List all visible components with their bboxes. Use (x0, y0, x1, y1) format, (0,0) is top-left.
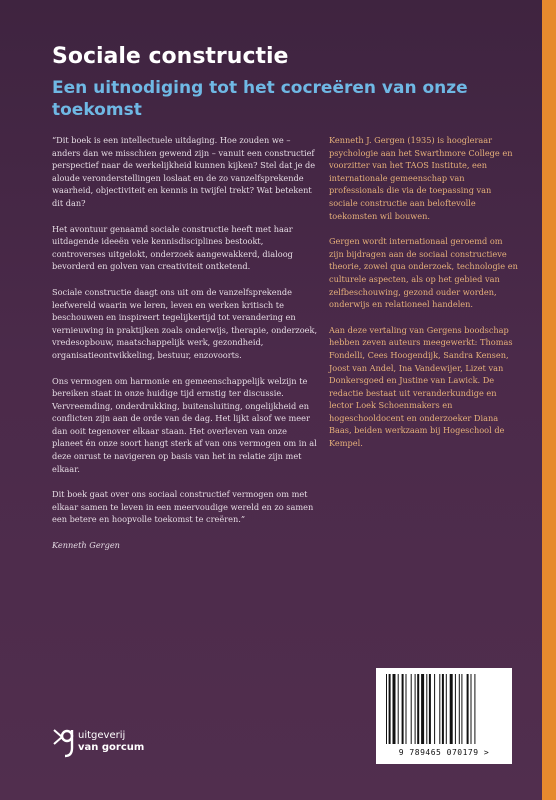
barcode-bar (434, 674, 435, 744)
barcode-bar (461, 674, 462, 744)
barcode-bar (471, 674, 472, 744)
barcode-bar (467, 674, 469, 744)
barcode-bar (426, 674, 427, 744)
bio-paragraph: Kenneth J. Gergen (1935) is hoogleraar psychologie aan het Swarthmore College en voorzitter van het TAOS Institute, een internationale gemeenschap van professionals die via de toepassing van sociale constructie aan beloftevolle toekomsten wil bouwen. (329, 135, 513, 221)
barcode-bar (450, 674, 453, 744)
barcode-bar (446, 674, 447, 744)
barcode-bar (393, 674, 396, 744)
barcode-bar (402, 674, 404, 744)
bio-paragraph: Aan deze vertaling van Gergens boodschap hebben zeven auteurs meegewerkt: Thomas Fondelli, Cees Hoogendijk, Sandra Kensen, Joost van Andel, Ina Vandewijer, Lizet van Donkersgoed en Justine van Lawick. De redactie bestaat uit veranderkundige en lector Loek Schoenmakers en hogeschooldocent en onderzoeker Diana Baas, beiden werkzaam bij Hogeschool de Kempel. (329, 324, 513, 449)
quote-signature: Kenneth Gergen (52, 540, 120, 551)
author-bio-column (329, 134, 519, 463)
barcode-bar (406, 674, 407, 744)
barcode-bar (459, 674, 460, 744)
blurb-paragraph: Sociale constructie daagt ons uit om de vanzelfsprekende leefwereld waarin we leren, leven en werken kritisch te beschouwen en inspireert tegelijkertijd tot verandering en vernieuwing in praktijken zoals onderwijs, therapie, onderzoek, vredesopbouw, maatschappelijk werk, gezondheid, organisatieontwikkeling, bestuur, enzovoorts. (52, 286, 318, 360)
barcode-bar (415, 674, 416, 744)
barcode-bar (439, 674, 440, 744)
barcode-bar (411, 674, 412, 744)
barcode-bar (442, 674, 444, 744)
isbn-number: 9 789465 070179 > (398, 748, 490, 757)
barcode-bar (474, 674, 475, 744)
blurb-paragraph: Ons vermogen om harmonie en gemeenschappelijk welzijn te bereiken staat in onze huidige tijd ernstig ter discussie. Vervreemding, onderdrukking, buitensluiting, ongelijkheid en conflicten zijn aan de orde van de dag. Het lijkt alsof we meer dan ooit tegenover elkaar staan. Het overleven van onze planeet én onze soort hangt sterk af van ons vermogen om in al deze onrust te navigeren op basis van het in relatie zijn met elkaar. (52, 375, 317, 474)
barcode-bars (384, 674, 504, 746)
book-title: Sociale constructie (52, 44, 289, 69)
blurb-paragraph: Dit boek gaat over ons sociaal constructief vermogen om met elkaar samen te leven in een meervoudige wereld en zo samen een betere en hoopvolle toekomst te creëren.” (52, 489, 314, 525)
bio-paragraph: Gergen wordt internationaal geroemd om zijn bijdragen aan de sociaal constructieve theorie, zowel qua onderzoek, technologie en culturele aspecten, als op het gebied van zelfbeschouwing, gezond ouder worden, onderwijs en relationeel handelen. (329, 236, 518, 310)
blurb-paragraph: Het avontuur genaamd sociale constructie heeft met haar uitdagende ideeën vele kennisdisciplines bestookt, controverses uitgelokt, onderzoek aangewakkerd, dialoog bevorderd en golven van creativiteit ontketend. (52, 223, 293, 272)
blurb-column (52, 134, 318, 565)
publisher-logo (52, 724, 212, 764)
publisher-name-line1: uitgeverij (78, 730, 126, 741)
accent-stripe (542, 0, 556, 800)
barcode-bar (421, 674, 424, 744)
barcode-bar (455, 674, 456, 744)
barcode-bar (417, 674, 419, 744)
barcode-bar (398, 674, 399, 744)
barcode-bar (386, 674, 387, 744)
publisher-name-line2: van gorcum (78, 742, 145, 753)
book-subtitle: Een uitnodiging tot het cocreëren van onze toekomst (52, 78, 468, 120)
blurb-paragraph: “Dit boek is een intellectuele uitdaging. Hoe zouden we – anders dan we misschien gewend zijn – vanuit een constructief perspectief naar de werkelijkheid kunnen kijken? Stel dat je de aloude veronderstellingen loslaat en de zo vanzelfsprekende waarheid, objectiviteit en kennis in twijfel trekt? Wat betekent dit dan? (52, 135, 316, 208)
barcode-bar (429, 674, 431, 744)
publisher-mark-icon (52, 724, 74, 758)
isbn-barcode (376, 668, 512, 764)
barcode-bar (389, 674, 391, 744)
